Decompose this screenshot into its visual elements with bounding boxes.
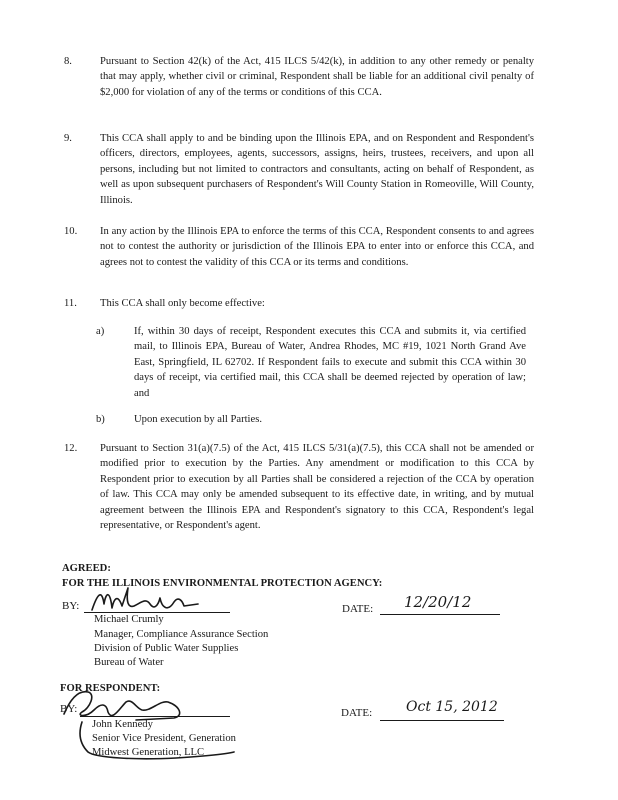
paragraph-number: 9.	[64, 133, 72, 144]
paragraph-number: 10.	[64, 226, 78, 237]
paragraph-number: 8.	[64, 56, 72, 67]
paragraph-text: Pursuant to Section 42(k) of the Act, 415 ILCS 5/42(k), in addition to any other remedy or penalty that may apply, whether civil or criminal, Respondent shall be liable for an additional civil penalty of $2,000 for violation of any of the terms or conditions of this CCA.	[100, 56, 534, 98]
agency-by-label: BY:	[62, 600, 80, 612]
respondent-by-label: BY:	[60, 703, 78, 715]
agency-heading: FOR THE ILLINOIS ENVIRONMENTAL PROTECTION AGENCY:	[62, 578, 383, 589]
subparagraph-text: Upon execution by all Parties.	[134, 414, 262, 425]
agency-date-label: DATE:	[342, 603, 374, 615]
paragraph-text: In any action by the Illinois EPA to enforce the terms of this CCA, Respondent consents to and agrees not to contest the authority or jurisdiction of the Illinois EPA to enter into or enforce this CCA, and agrees not to contest the validity of this CCA or its terms and conditions.	[100, 226, 534, 268]
respondent-handwritten-date: Oct 15, 2012	[406, 699, 498, 715]
agency-signer-title: Manager, Compliance Assurance Section	[94, 629, 269, 640]
paragraph-text: Pursuant to Section 31(a)(7.5) of the Act, 415 ILCS 5/31(a)(7.5), this CCA shall not be amended or modified prior to execution by the Parties. Any amendment or modification to this CCA by Respondent prior to execution by all Parties shall be considered a rejection of the CCA by operation of law. This CCA may only be amended subsequent to its effective date, in writing, and by mutual agreement between the Illinois EPA and Respondent's signatory to this CCA, Respondent's legal representative, or Respondent's agent.	[100, 443, 534, 532]
agency-handwritten-date: 12/20/12	[404, 593, 472, 611]
paragraph-text: This CCA shall apply to and be binding upon the Illinois EPA, and on Respondent and Respondent's officers, directors, employees, agents, successors, assigns, heirs, trustees, receivers, and upon all persons, including but not limited to contractors and consultants, acting on behalf of Respondent, as well as upon subsequent purchasers of Respondent's Will County Station in Romeoville, Will County, Illinois.	[100, 133, 534, 206]
agreed-heading: AGREED:	[62, 563, 111, 574]
respondent-heading: FOR RESPONDENT:	[60, 683, 161, 694]
subparagraph-label: a)	[96, 326, 105, 337]
agency-signer-division: Division of Public Water Supplies	[94, 643, 239, 654]
respondent-date-label: DATE:	[341, 707, 373, 719]
paragraph-number: 11.	[64, 298, 77, 309]
paragraph-number: 12.	[64, 443, 78, 454]
agency-signer-bureau: Bureau of Water	[94, 657, 164, 668]
paragraph-text: This CCA shall only become effective:	[100, 298, 265, 309]
respondent-date-line	[380, 720, 504, 721]
respondent-signer-name: John Kennedy	[92, 719, 153, 730]
subparagraph-text: If, within 30 days of receipt, Respondent executes this CCA and submits it, via certified mail, to Illinois EPA, Bureau of Water, Andrea Rhodes, MC #19, 1021 North Grand Ave East, Springfield, IL 62702. If Respondent fails to execute and submit this CCA within 30 days of receipt, via certified mail, this CCA shall be deemed rejected by operation of law; and	[134, 326, 526, 399]
agency-signer-name: Michael Crumly	[94, 614, 164, 625]
respondent-signer-company: Midwest Generation, LLC	[92, 747, 205, 758]
agency-date-line	[380, 614, 500, 615]
subparagraph-label: b)	[96, 414, 105, 425]
respondent-signer-title: Senior Vice President, Generation	[92, 733, 236, 744]
